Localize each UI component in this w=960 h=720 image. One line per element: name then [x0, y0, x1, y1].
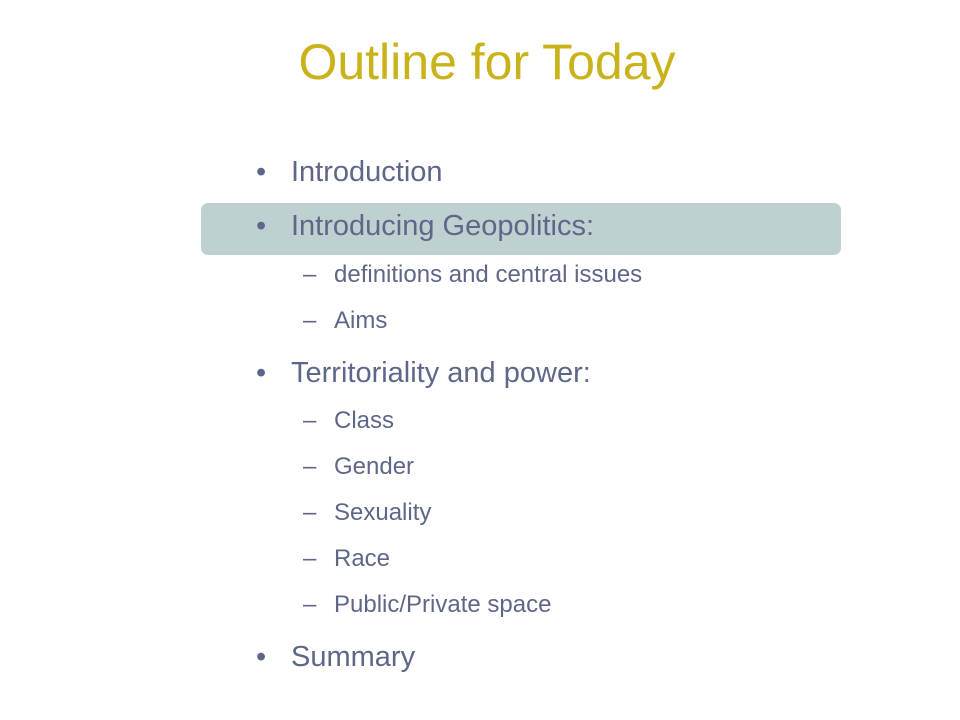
- list-item-label: Introduction: [291, 156, 443, 188]
- sub-item-label: Class: [334, 407, 395, 434]
- dash-icon: –: [303, 545, 317, 572]
- dash-icon: –: [303, 499, 317, 526]
- sub-item-label: definitions and central issues: [334, 261, 643, 288]
- bullet-icon: •: [256, 210, 267, 242]
- dash-icon: –: [303, 407, 317, 434]
- dash-icon: –: [303, 261, 317, 288]
- sub-item-label: Race: [334, 545, 391, 572]
- bullet-icon: •: [256, 156, 267, 188]
- dash-icon: –: [303, 453, 317, 480]
- sub-item-label: Public/Private space: [334, 591, 552, 618]
- sub-item-label: Aims: [334, 307, 388, 334]
- dash-icon: –: [303, 307, 317, 334]
- sub-item-label: Sexuality: [334, 499, 432, 526]
- list-item-label: Summary: [291, 641, 416, 673]
- bullet-icon: •: [256, 357, 267, 389]
- dash-icon: –: [303, 591, 317, 618]
- list-item-label: Territoriality and power:: [291, 357, 591, 389]
- bullet-icon: •: [256, 641, 267, 673]
- slide-title: Outline for Today: [298, 34, 676, 90]
- sub-item-label: Gender: [334, 453, 415, 480]
- list-item-label: Introducing Geopolitics:: [291, 210, 595, 242]
